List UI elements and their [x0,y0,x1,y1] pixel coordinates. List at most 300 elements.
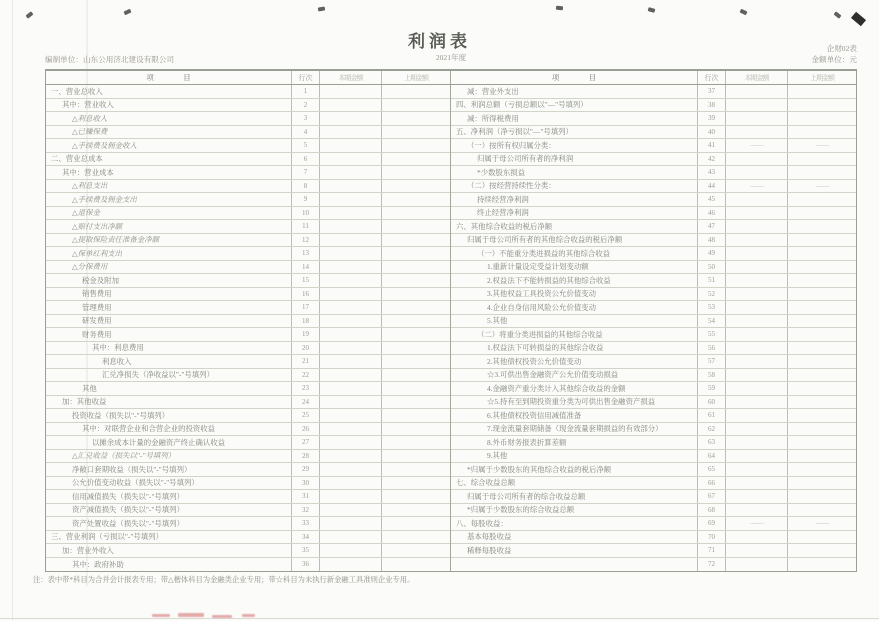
row-current-amount [320,423,382,436]
row-item-label: ☆5.持有至到期投资重分类为可供出售金融资产损益 [451,396,698,409]
row-line-no: 30 [292,477,320,490]
row-item-label: 二、营业总成本 [46,153,292,166]
row-item-label: 加：营业外收入 [46,544,292,557]
row-prior-amount [382,436,450,449]
row-line-no: 48 [698,234,726,247]
table-row [46,85,450,99]
row-line-no: 42 [698,153,726,166]
row-line-no: 2 [292,99,320,112]
table-row [46,396,450,410]
table-row [46,477,450,491]
row-item-label: 六、其他综合收益的税后净额 [451,220,698,233]
table-row [46,423,450,437]
row-line-no: 59 [698,382,726,395]
row-prior-amount [382,558,450,572]
row-current-amount: —— [726,517,788,530]
table-row [451,234,856,248]
table-row [46,328,450,342]
row-item-label: 2.权益法下不能转损益的其他综合收益 [451,274,698,287]
row-item-label: 7.现金流量套期储备（现金流量套期损益的有效部分） [451,423,698,436]
header-item: 项 目 [46,71,292,84]
form-code: 企财02表 [826,44,857,53]
row-current-amount [726,112,788,125]
table-row [46,558,450,572]
row-current-amount [320,139,382,152]
row-line-no: 61 [698,409,726,422]
row-item-label: 9.其他 [451,450,698,463]
row-item-label: 七、综合收益总额 [451,477,698,490]
row-prior-amount [788,315,856,328]
header-prior: 上期金额 [404,73,428,82]
row-prior-amount [382,180,450,193]
row-item-label: 3.其他权益工具投资公允价值变动 [451,288,698,301]
row-prior-amount [382,288,450,301]
row-prior-amount [788,207,856,220]
row-item-label: 持续经营净利润 [451,193,698,206]
row-prior-amount [788,247,856,260]
table-row [451,342,856,356]
row-item-label: 其中：营业成本 [46,166,292,179]
row-line-no: 55 [698,328,726,341]
corner-mark [851,12,866,26]
row-prior-amount [382,315,450,328]
row-prior-amount [382,139,450,152]
row-item-label: 1.权益法下可转损益的其他综合收益 [451,342,698,355]
row-prior-amount [382,126,450,139]
row-prior-amount [382,490,450,503]
row-item-label: 6.其他债权投资信用减值准备 [451,409,698,422]
row-item-label: ☆3.可供出售金融资产公允价值变动损益 [451,369,698,382]
row-line-no: 41 [698,139,726,152]
row-current-amount [726,153,788,166]
table-row [451,369,856,383]
form-meta [811,43,857,65]
table-row [451,207,856,221]
row-current-amount [320,166,382,179]
row-item-label: 一、营业总收入 [46,85,292,98]
row-line-no: 54 [698,315,726,328]
row-current-amount [320,517,382,530]
table-row [451,409,856,423]
row-prior-amount [788,99,856,112]
row-line-no: 46 [698,207,726,220]
row-item-label: 汇兑净损失（净收益以"-"号填列） [46,369,292,382]
row-prior-amount [788,355,856,368]
period-label: 2021年度 [435,53,467,62]
row-current-amount [320,490,382,503]
table-row [451,180,856,194]
table-row [451,139,856,153]
table-row [46,382,450,396]
table-row [46,342,450,356]
row-line-no: 49 [698,247,726,260]
row-item-label: △保单红利支出 [46,247,292,260]
table-row [451,355,856,369]
table-row [46,126,450,140]
row-item-label: 4.金融资产重分类计入其他综合收益的金额 [451,382,698,395]
row-current-amount [320,288,382,301]
table-row [451,315,856,329]
row-line-no: 11 [292,220,320,233]
table-row [451,166,856,180]
row-current-amount [726,247,788,260]
row-current-amount [726,504,788,517]
row-current-amount [320,382,382,395]
row-prior-amount [382,220,450,233]
row-line-no: 3 [292,112,320,125]
row-line-no: 27 [292,436,320,449]
row-current-amount [320,220,382,233]
table-row [451,477,856,491]
row-line-no: 45 [698,193,726,206]
row-item-label: 其中：政府补助 [46,558,292,572]
header-current: 本期金额 [726,71,788,84]
row-line-no: 40 [698,126,726,139]
row-current-amount [726,463,788,476]
red-stamp-fragment [212,615,232,618]
row-current-amount [726,193,788,206]
row-line-no: 5 [292,139,320,152]
row-prior-amount [788,490,856,503]
row-item-label: 财务费用 [46,328,292,341]
row-line-no: 53 [698,301,726,314]
row-prior-amount [382,99,450,112]
row-prior-amount [788,288,856,301]
row-prior-amount [382,504,450,517]
row-line-no: 20 [292,342,320,355]
red-stamp-fragment [242,614,255,617]
row-line-no: 6 [292,153,320,166]
row-current-amount [320,355,382,368]
row-current-amount [726,166,788,179]
row-current-amount [726,436,788,449]
row-line-no: 15 [292,274,320,287]
row-line-no: 16 [292,288,320,301]
table-row [46,153,450,167]
crop-mark [318,6,326,11]
row-prior-amount [788,558,856,572]
table-row [451,99,856,113]
table-row [46,544,450,558]
row-line-no: 58 [698,369,726,382]
right-half [451,85,856,571]
row-line-no: 44 [698,180,726,193]
row-item-label: 减：所得税费用 [451,112,698,125]
org-label: 编制单位：山东公用济北建设有限公司 [45,55,175,64]
table-row [46,180,450,194]
table-row [451,490,856,504]
table-row [451,261,856,275]
row-line-no: 62 [698,423,726,436]
row-line-no: 35 [292,544,320,557]
row-item-label: 归属于母公司所有者的综合收益总额 [451,490,698,503]
table-row [451,544,856,558]
row-prior-amount [788,369,856,382]
row-item-label: △利息收入 [46,112,292,125]
table-row [46,112,450,126]
table-row [46,247,450,261]
row-prior-amount [382,342,450,355]
table-row [46,369,450,383]
row-prior-amount: —— [816,181,828,190]
row-prior-amount [788,153,856,166]
row-line-no: 9 [292,193,320,206]
row-item-label: 其中：对联营企业和合营企业的投资收益 [46,423,292,436]
row-prior-amount [382,234,450,247]
left-half [46,85,451,571]
row-prior-amount [788,220,856,233]
table-header [46,71,856,85]
table-row [46,261,450,275]
row-line-no: 70 [698,531,726,544]
row-line-no: 26 [292,423,320,436]
table-row [451,463,856,477]
row-item-label: 管理费用 [46,301,292,314]
table-row [451,450,856,464]
row-current-amount [726,220,788,233]
row-item-label: △提取保险责任准备金净额 [46,234,292,247]
table-row [451,396,856,410]
table-row [46,490,450,504]
row-line-no: 67 [698,490,726,503]
row-current-amount [726,409,788,422]
row-current-amount [726,423,788,436]
row-item-label: （一）不能重分类进损益的其他综合收益 [451,247,698,260]
row-line-no: 57 [698,355,726,368]
row-current-amount [320,450,382,463]
row-line-no: 10 [292,207,320,220]
red-stamp-fragment [152,614,170,617]
table-row [451,436,856,450]
row-prior-amount [788,112,856,125]
row-current-amount [726,315,788,328]
row-item-label: 资产处置收益（损失以"-"号填列） [46,517,292,530]
row-prior-amount [788,436,856,449]
row-item-label: 归属于母公司所有者的净利润 [451,153,698,166]
row-item-label: （二）将重分类进损益的其他综合收益 [451,328,698,341]
row-item-label: 以摊余成本计量的金融资产终止确认收益 [46,436,292,449]
row-prior-amount [382,355,450,368]
row-item-label: 公允价值变动收益（损失以"-"号填列） [46,477,292,490]
row-prior-amount [788,463,856,476]
row-prior-amount [788,85,856,98]
table-row [451,301,856,315]
table-row [46,139,450,153]
row-current-amount [320,436,382,449]
row-item-label: 销售费用 [46,288,292,301]
row-line-no: 12 [292,234,320,247]
row-current-amount [320,85,382,98]
table-row [451,558,856,572]
row-current-amount [320,274,382,287]
row-item-label: 三、营业利润（亏损以"-"号填列） [46,531,292,544]
row-line-no: 18 [292,315,320,328]
header-item: 项 目 [451,71,698,84]
row-prior-amount [788,409,856,422]
row-item-label: 减：营业外支出 [451,85,698,98]
row-item-label: △已赚保费 [46,126,292,139]
table-row [451,247,856,261]
row-line-no: 24 [292,396,320,409]
table-row [451,517,856,531]
crop-mark [648,7,656,13]
row-current-amount [320,301,382,314]
row-item-label: 终止经营净利润 [451,207,698,220]
row-item-label: （二）按经营持续性分类： [451,180,698,193]
row-item-label: △手续费及佣金支出 [46,193,292,206]
row-prior-amount [382,409,450,422]
row-prior-amount [382,531,450,544]
page-title: 利润表 [408,32,471,51]
row-item-label: 5.其他 [451,315,698,328]
table-row [46,504,450,518]
row-line-no: 71 [698,544,726,557]
row-line-no: 14 [292,261,320,274]
table-row [46,288,450,302]
table-row [46,355,450,369]
table-row [451,382,856,396]
row-current-amount [726,382,788,395]
row-item-label: △手续费及佣金收入 [46,139,292,152]
row-current-amount [320,261,382,274]
row-current-amount [320,342,382,355]
table-row [46,166,450,180]
row-line-no: 31 [292,490,320,503]
row-line-no: 1 [292,85,320,98]
row-prior-amount [382,450,450,463]
row-current-amount [320,477,382,490]
row-current-amount [320,369,382,382]
row-prior-amount [788,126,856,139]
table-row [46,274,450,288]
row-item-label: 2.其他债权投资公允价值变动 [451,355,698,368]
row-prior-amount [382,166,450,179]
row-line-no: 7 [292,166,320,179]
row-prior-amount [788,342,856,355]
row-current-amount [726,85,788,98]
row-current-amount [726,288,788,301]
table-row [451,328,856,342]
header-current: 本期金额 [320,71,382,84]
row-prior-amount [788,450,856,463]
row-item-label: 4.企业自身信用风险公允价值变动 [451,301,698,314]
row-line-no: 32 [292,504,320,517]
row-item-label: 其中：利息费用 [46,342,292,355]
row-line-no: 37 [698,85,726,98]
row-item-label: 1.重新计量设定受益计划变动额 [451,261,698,274]
table-row [451,531,856,545]
row-item-label: *归属于少数股东的综合收益总额 [451,504,698,517]
row-line-no: 23 [292,382,320,395]
table-row [46,234,450,248]
row-prior-amount [382,153,450,166]
row-line-no: 25 [292,409,320,422]
unit-note: 金额单位：元 [811,55,857,64]
row-prior-amount: —— [816,141,828,150]
row-prior-amount [788,396,856,409]
row-current-amount [320,234,382,247]
row-prior-amount [382,274,450,287]
row-item-label: 加：其他收益 [46,396,292,409]
table-row [451,423,856,437]
row-item-label: 8.外币财务报表折算差额 [451,436,698,449]
row-prior-amount [382,382,450,395]
header-line-no: 行次 [292,71,320,84]
row-item-label: 净敞口套期收益（损失以"-"号填列） [46,463,292,476]
row-prior-amount [382,517,450,530]
table-row [46,301,450,315]
row-line-no: 60 [698,396,726,409]
crop-mark [26,11,34,18]
table-row [46,193,450,207]
row-prior-amount [382,544,450,557]
table-row [46,409,450,423]
table-row [451,504,856,518]
row-item-label: △利息支出 [46,180,292,193]
row-current-amount [320,544,382,557]
row-line-no: 17 [292,301,320,314]
row-current-amount [726,558,788,572]
row-line-no: 52 [698,288,726,301]
row-prior-amount [788,531,856,544]
row-current-amount [320,315,382,328]
row-current-amount [320,99,382,112]
table-row [46,207,450,221]
row-prior-amount [382,423,450,436]
row-current-amount [726,396,788,409]
row-prior-amount [382,112,450,125]
row-item-label: *归属于少数股东的其他综合收益的税后净额 [451,463,698,476]
table-row [46,517,450,531]
row-item-label: 其中：营业收入 [46,99,292,112]
scan-edge-line [12,0,13,621]
row-prior-amount [382,369,450,382]
crop-mark [834,11,842,18]
table-row [46,463,450,477]
row-line-no: 43 [698,166,726,179]
row-current-amount [726,261,788,274]
table-row [451,112,856,126]
row-item-label: △分保费用 [46,261,292,274]
row-line-no: 65 [698,463,726,476]
row-item-label: 稀释每股收益 [451,544,698,557]
row-prior-amount [788,166,856,179]
row-current-amount [726,369,788,382]
table-body [46,85,856,571]
row-prior-amount [382,396,450,409]
row-prior-amount [382,193,450,206]
row-current-amount [320,531,382,544]
row-prior-amount [788,234,856,247]
table-row [46,436,450,450]
table-row [451,85,856,99]
row-line-no: 22 [292,369,320,382]
header-line-no: 行次 [698,71,726,84]
row-current-amount [726,544,788,557]
row-line-no: 69 [698,517,726,530]
row-item-label: （一）按所有权归属分类： [451,139,698,152]
row-line-no: 47 [698,220,726,233]
row-prior-amount [788,423,856,436]
row-current-amount [726,99,788,112]
row-current-amount [320,126,382,139]
crop-mark [739,9,747,16]
row-current-amount [320,247,382,260]
row-prior-amount [788,382,856,395]
income-statement-table [45,69,857,572]
row-item-label: △赔付支出净额 [46,220,292,233]
row-line-no: 29 [292,463,320,476]
